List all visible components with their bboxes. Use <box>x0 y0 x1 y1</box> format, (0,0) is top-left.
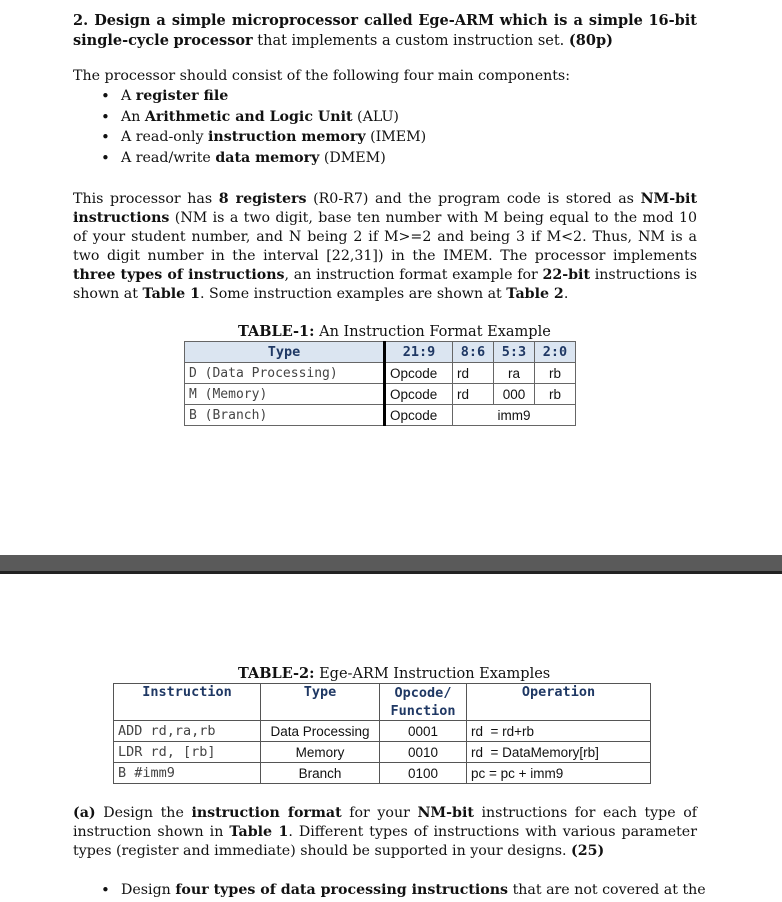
page-bottom <box>0 574 782 902</box>
description-paragraph: This processor has 8 registers (R0-R7) and the program code is stored as NM-bit instructions (NM is a two digit, base ten number with M being equal to the mod 10 of your student number, and N being 2 if M>=2 and being 3 if M<2. Thus, NM is a two digit number in the interval [22,31]) in the IMEM. The processor implements three types of instructions, an instruction format example for 22-bit instructions is shown at Table 1. Some instruction examples are shown at Table 2. <box>73 191 698 302</box>
table-header-row <box>114 684 651 721</box>
cell-type: Branch <box>261 763 380 784</box>
part-a-paragraph: (a) Design the instruction format for your NM-bit instructions for each type of instruction shown in Table 1. Different types of instructions with various parameter types (register and immediate) should be supported in your designs. (25) <box>73 805 698 859</box>
table-header-row <box>185 342 576 363</box>
question-title: 2. Design a simple microprocessor called Ege-ARM which is a simple 16-bit single-cycle processor that implements a custom instruction set. (80p) <box>73 12 698 49</box>
header-type: Type <box>185 342 385 363</box>
table-row <box>114 742 651 763</box>
header-operation: Operation <box>467 684 651 721</box>
cell-operation: rd = DataMemory[rb] <box>467 742 651 763</box>
row-type: M (Memory) <box>185 384 385 405</box>
design-bullet-list <box>97 880 706 901</box>
table-row <box>185 384 576 405</box>
intro-text: The processor should consist of the following four main components: <box>73 68 570 84</box>
header-bits-8-6: 8:6 <box>453 342 494 363</box>
list-item: • Design four types of data processing instructions that are not covered at the <box>97 880 706 901</box>
page-separator <box>0 555 782 574</box>
list-item: • A read-only instruction memory (IMEM) <box>97 127 426 148</box>
header-bits-21-9: 21:9 <box>385 342 453 363</box>
cell-operation: pc = pc + imm9 <box>467 763 651 784</box>
header-type: Type <box>261 684 380 721</box>
cell-opcode: 0100 <box>380 763 467 784</box>
instruction-examples-table <box>113 683 651 784</box>
cell-operation: rd = rd+rb <box>467 721 651 742</box>
table-row <box>185 363 576 384</box>
cell-instruction: ADD rd,ra,rb <box>114 721 261 742</box>
cell-rd: rd <box>453 384 494 405</box>
cell-zero: 000 <box>494 384 535 405</box>
table1-caption: TABLE-1: An Instruction Format Example <box>238 323 551 340</box>
row-type: D (Data Processing) <box>185 363 385 384</box>
header-instruction: Instruction <box>114 684 261 721</box>
cell-type: Data Processing <box>261 721 380 742</box>
cell-ra: ra <box>494 363 535 384</box>
cell-type: Memory <box>261 742 380 763</box>
instruction-format-table <box>184 341 576 426</box>
header-bits-2-0: 2:0 <box>535 342 576 363</box>
cell-opcode: 0010 <box>380 742 467 763</box>
table2-caption: TABLE-2: Ege-ARM Instruction Examples <box>238 665 551 682</box>
cell-rb: rb <box>535 384 576 405</box>
list-item: • A read/write data memory (DMEM) <box>97 148 426 169</box>
header-opcode: Opcode/ Function <box>380 684 467 721</box>
list-item: • A register file <box>97 86 426 107</box>
cell-opcode: Opcode <box>385 405 453 426</box>
cell-imm9: imm9 <box>453 405 576 426</box>
row-type: B (Branch) <box>185 405 385 426</box>
header-bits-5-3: 5:3 <box>494 342 535 363</box>
component-list <box>97 86 426 168</box>
cell-opcode: Opcode <box>385 384 453 405</box>
cell-rb: rb <box>535 363 576 384</box>
cell-instruction: B #imm9 <box>114 763 261 784</box>
cell-instruction: LDR rd, [rb] <box>114 742 261 763</box>
cell-rd: rd <box>453 363 494 384</box>
table-row <box>114 763 651 784</box>
cell-opcode: Opcode <box>385 363 453 384</box>
cell-opcode: 0001 <box>380 721 467 742</box>
list-item: • An Arithmetic and Logic Unit (ALU) <box>97 107 426 128</box>
table-row <box>185 405 576 426</box>
table-row <box>114 721 651 742</box>
